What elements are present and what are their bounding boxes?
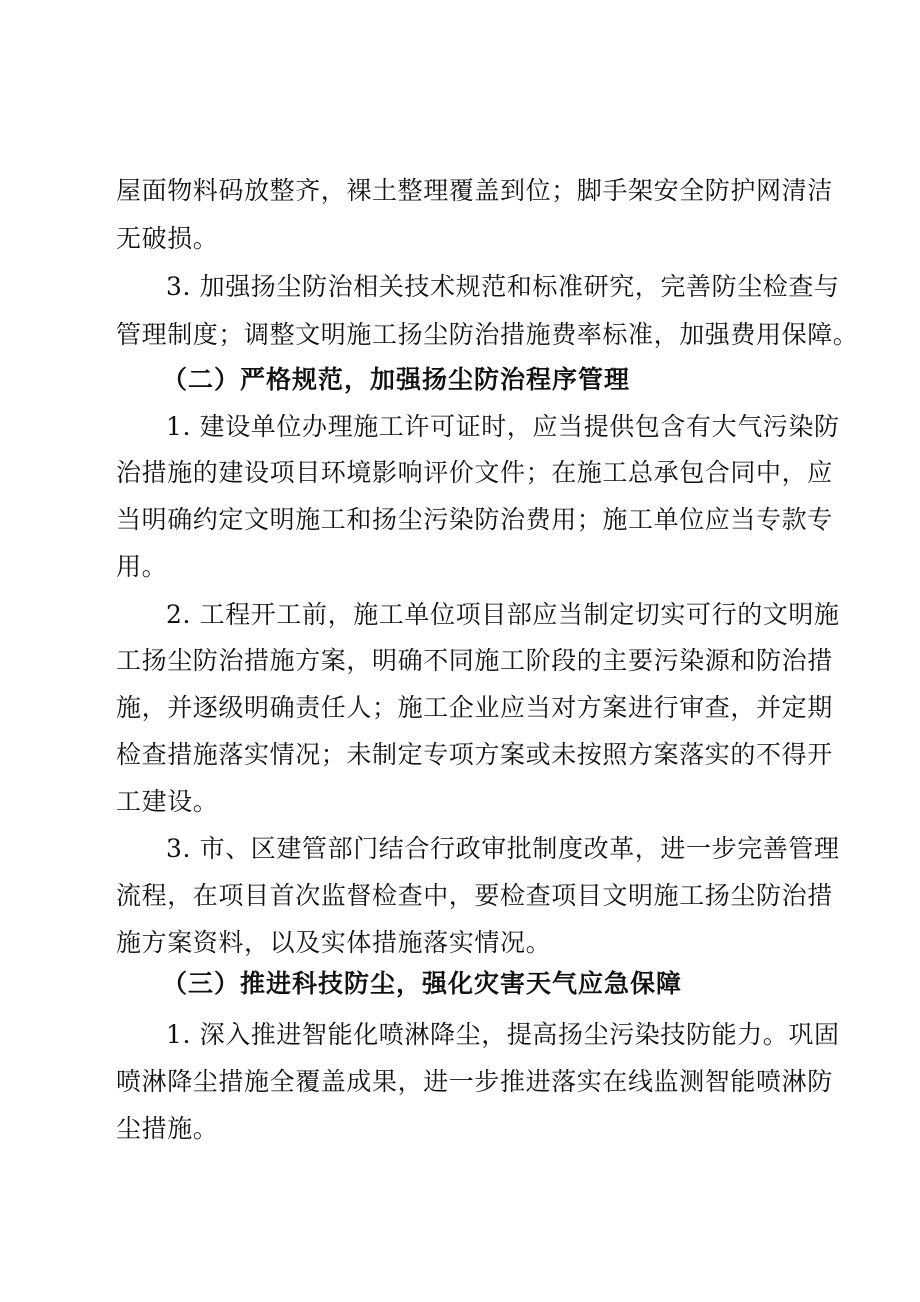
paragraph-line: 检查措施落实情况；未制定专项方案或未按照方案落实的不得开	[116, 740, 833, 769]
paragraph-line: 流程，在项目首次监督检查中，要检查项目文明施工扬尘防治措	[116, 881, 833, 910]
paragraph-line: 工建设。	[116, 787, 219, 816]
paragraph-line: 治措施的建设项目环境影响评价文件；在施工总承包合同中，应	[116, 458, 833, 487]
paragraph-line: 1. 建设单位办理施工许可证时，应当提供包含有大气污染防	[166, 412, 840, 441]
paragraph-line: 用。	[116, 552, 168, 581]
paragraph-line: 施方案资料，以及实体措施落实情况。	[116, 928, 552, 957]
paragraph-line: 1. 深入推进智能化喷淋降尘，提高扬尘污染技防能力。巩固	[166, 1020, 840, 1049]
paragraph-line: 工扬尘防治措施方案，明确不同施工阶段的主要污染源和防治措	[116, 646, 833, 675]
paragraph-line: 2. 工程开工前，施工单位项目部应当制定切实可行的文明施	[166, 600, 840, 629]
paragraph-line: 屋面物料码放整齐，裸土整理覆盖到位；脚手架安全防护网清洁	[116, 176, 833, 205]
paragraph-line: 当明确约定文明施工和扬尘污染防治费用；施工单位应当专款专	[116, 505, 833, 534]
paragraph-line: 管理制度；调整文明施工扬尘防治措施费率标准，加强费用保障。	[116, 320, 859, 349]
section-heading: （三）推进科技防尘，强化灾害天气应急保障	[162, 969, 683, 998]
paragraph-line: 3. 市、区建管部门结合行政审批制度改革，进一步完善管理	[166, 834, 840, 863]
section-heading: （二）严格规范，加强扬尘防治程序管理	[162, 365, 631, 394]
paragraph-line: 尘措施。	[116, 1114, 219, 1143]
paragraph-line: 无破损。	[116, 224, 219, 253]
paragraph-line: 喷淋降尘措施全覆盖成果，进一步推进落实在线监测智能喷淋防	[116, 1067, 833, 1096]
paragraph-line: 施，并逐级明确责任人；施工企业应当对方案进行审查，并定期	[116, 693, 833, 722]
paragraph-line: 3. 加强扬尘防治相关技术规范和标准研究，完善防尘检查与	[166, 272, 840, 301]
